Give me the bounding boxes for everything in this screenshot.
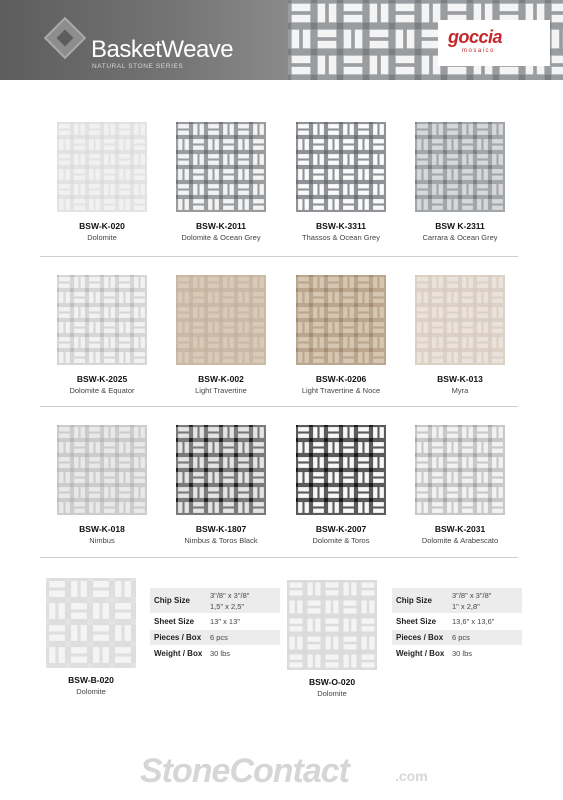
spec-value-line: 3"/8" x 3"/8" (452, 590, 492, 600)
brand-logo: goccia (448, 27, 503, 47)
spec-key: Chip Size (396, 596, 433, 605)
product-name: Dolomite & Ocean Grey (181, 233, 261, 242)
product-tile-image (415, 122, 505, 212)
product-label (395, 374, 525, 396)
basketweave-swatch (176, 122, 266, 212)
basketweave-swatch (296, 275, 386, 365)
product-code: BSW-K-013 (437, 374, 483, 384)
product-name: Thassos & Ocean Grey (302, 233, 380, 242)
basketweave-swatch (415, 122, 505, 212)
row-divider (40, 406, 518, 407)
spec-value (210, 590, 280, 612)
product-tile-image (176, 122, 266, 212)
spec-value-line: 30 lbs (452, 649, 473, 658)
spec-value-line: 30 lbs (210, 649, 231, 658)
row-divider (40, 256, 518, 257)
spec-value (210, 648, 280, 659)
series-subtitle: NATURAL STONE SERIES (92, 63, 184, 70)
spec-row (150, 614, 280, 630)
spec-key: Chip Size (154, 596, 191, 605)
spec-value-line: 6 pcs (210, 633, 228, 642)
product-code: BSW-K-002 (198, 374, 244, 384)
spec-key: Sheet Size (154, 617, 195, 626)
product-code: BSW-K-2025 (76, 374, 128, 384)
product-tile-image (287, 580, 377, 670)
product-code: BSW K-2311 (435, 221, 485, 231)
spec-key: Sheet Size (396, 617, 437, 626)
basketweave-swatch (46, 578, 136, 668)
product-label (156, 374, 286, 396)
product-name: Dolomite (87, 233, 117, 242)
spec-value-line: 6 pcs (452, 633, 470, 642)
product-tile-image (415, 425, 505, 515)
product-name: Light Travertine (195, 386, 247, 395)
spec-table (150, 588, 280, 662)
product-code: BSW-K-2031 (434, 524, 486, 534)
product-tile-image (57, 425, 147, 515)
product-tile-image (57, 122, 147, 212)
spec-value-line: 1,5" x 2,5" (210, 601, 245, 611)
product-label (267, 677, 397, 699)
product-code: BSW-K-020 (79, 221, 125, 231)
product-label (37, 374, 167, 396)
basketweave-swatch (296, 425, 386, 515)
product-code: BSW-K-1807 (195, 524, 247, 534)
brand-logo-sub: mosaico (462, 48, 495, 54)
spec-row (150, 630, 280, 646)
product-label (37, 524, 167, 546)
spec-value-line: 13,6" x 13,6" (452, 617, 495, 626)
product-tile-image (296, 122, 386, 212)
basketweave-swatch (415, 275, 505, 365)
product-label (276, 221, 406, 243)
product-code: BSW-B-020 (68, 675, 114, 685)
watermark: StoneContact (140, 752, 349, 790)
series-title: BasketWeave (91, 36, 234, 63)
product-code: BSW-K-2007 (315, 524, 367, 534)
spec-key: Pieces / Box (154, 633, 202, 642)
product-label (156, 221, 286, 243)
spec-value (452, 648, 522, 659)
basketweave-swatch (176, 275, 266, 365)
product-name: Dolomite & Equator (69, 386, 135, 395)
spec-row (392, 614, 522, 630)
product-name: Dolomite (317, 689, 347, 698)
product-name: Dolomite & Toros (312, 536, 370, 545)
spec-value (452, 632, 522, 643)
spec-value (452, 590, 522, 612)
spec-row (150, 646, 280, 662)
spec-key: Weight / Box (396, 649, 445, 658)
spec-table (392, 588, 522, 662)
product-code: BSW-O-020 (308, 677, 356, 687)
product-name: Dolomite & Arabescato (421, 536, 499, 545)
spec-row (150, 588, 280, 614)
product-label (276, 374, 406, 396)
product-tile-image (296, 425, 386, 515)
spec-value-line: 13" x 13" (210, 617, 240, 626)
spec-row (392, 588, 522, 614)
spec-value-line: 1" x 2,8" (452, 601, 480, 611)
spec-key: Weight / Box (154, 649, 203, 658)
product-code: BSW-K-0206 (315, 374, 367, 384)
product-name: Dolomite (76, 687, 106, 696)
basketweave-swatch (415, 425, 505, 515)
product-label (156, 524, 286, 546)
product-tile-image (415, 275, 505, 365)
spec-value-line: 3"/8" x 3"/8" (210, 590, 250, 600)
spec-value (452, 616, 522, 627)
product-name: Light Travertine & Noce (301, 386, 381, 395)
spec-value (210, 616, 280, 627)
product-tile-image (46, 578, 136, 668)
product-code: BSW-K-3311 (316, 221, 366, 231)
basketweave-swatch (57, 122, 147, 212)
page-header (0, 0, 563, 80)
product-tile-image (57, 275, 147, 365)
row-divider (40, 557, 518, 558)
basketweave-swatch (176, 425, 266, 515)
product-code: BSW-K-2011 (196, 221, 246, 231)
product-label (26, 675, 156, 697)
product-code: BSW-K-018 (79, 524, 125, 534)
watermark-domain: .com (395, 768, 428, 784)
basketweave-swatch (296, 122, 386, 212)
product-label (37, 221, 167, 243)
product-name: Nimbus (89, 536, 115, 545)
spec-value (210, 632, 280, 643)
product-name: Carrara & Ocean Grey (422, 233, 498, 242)
spec-row (392, 646, 522, 662)
product-label (395, 524, 525, 546)
basketweave-swatch (57, 275, 147, 365)
product-tile-image (176, 275, 266, 365)
basketweave-swatch (287, 580, 377, 670)
spec-key: Pieces / Box (396, 633, 444, 642)
basketweave-swatch (57, 425, 147, 515)
spec-row (392, 630, 522, 646)
product-tile-image (176, 425, 266, 515)
product-name: Nimbus & Toros Black (184, 536, 258, 545)
product-tile-image (296, 275, 386, 365)
product-name: Myra (451, 386, 469, 395)
product-label (395, 221, 525, 243)
product-label (276, 524, 406, 546)
